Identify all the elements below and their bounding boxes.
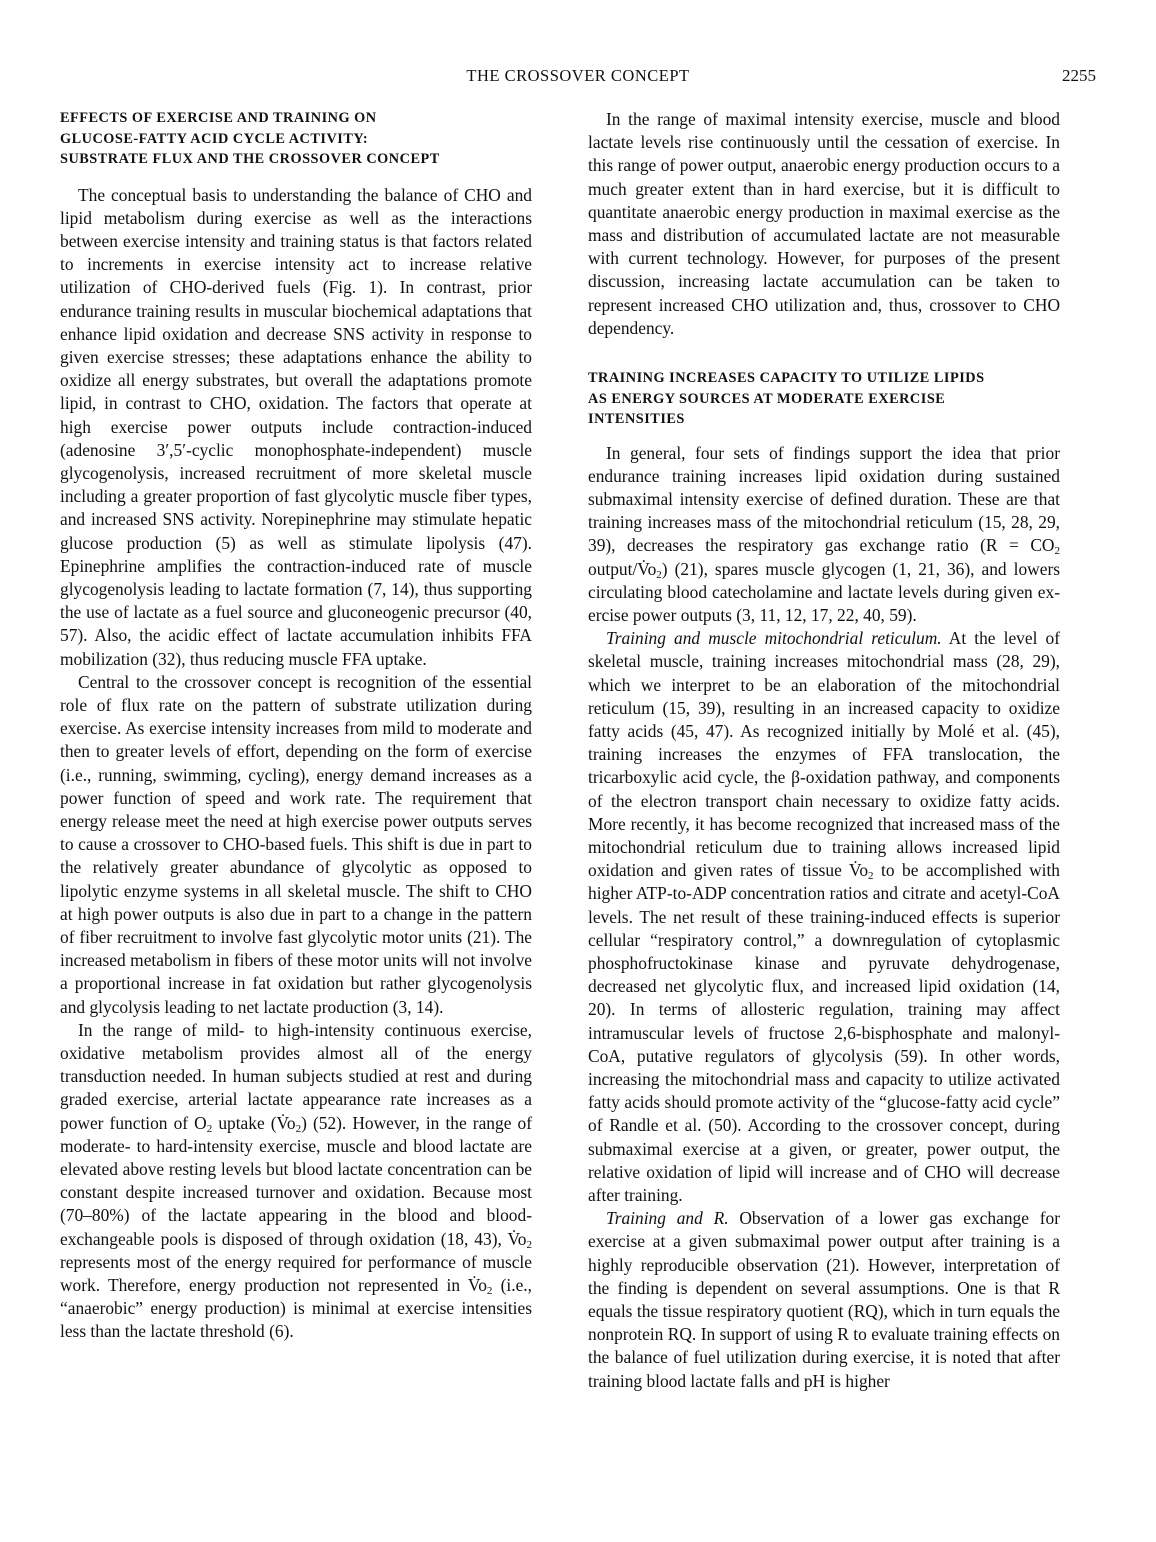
left-column bbox=[60, 108, 532, 1344]
subscript: 2 bbox=[868, 870, 874, 883]
right-column bbox=[588, 108, 1060, 1393]
paragraph-four-findings bbox=[588, 442, 1060, 628]
text-run: (i.e., “anaerobic” energy production) is minimal at exercise intensities less than the lactate threshold (6). bbox=[60, 1275, 532, 1342]
page-number: 2255 bbox=[1062, 66, 1096, 85]
paragraph-crossover-flux: Central to the crossover concept is recognition of the essential role of flux rate on the pattern of substrate utilization during exercise. As exercise intensity increases from mild to moderate and then to greater levels of effort, depending on the form of exercise (i.e., running, swimming, cycling), energy demand increases as a power function of speed and work rate. The requirement that energy release meet the need at high exercise power outputs serves to cause a crossover to CHO-based fuels. This shift is due in part to the relatively greater abundance of glycolytic as opposed to lipolytic enzyme systems in all skeletal muscle. The shift to CHO at high power outputs is also due in part to a change in the pattern of fiber recruitment to involve fast glycolytic motor units (21). The increased metabolism in fibers of these motor units will not involve a proportional increase in fat oxidation but rather glycogenolysis and glycolysis leading to net lactate production (3, 14). bbox=[60, 671, 532, 1017]
paragraph-maximal-intensity: In the range of maximal intensity exercise, muscle and blood lactate levels rise continuously until the cessation of exercise. In this range of power output, anaerobic energy production occurs to a much greater extent than in hard exercise, but it is difficult to quantitate anaerobic energy production in maximal exercise as the mass and distribution of accumulated lactate are not measurable with current technology. However, for purposes of the present discussion, increasing lactate accumulation can be taken to represent increased CHO utilization and, thus, crossover to CHO dependency. bbox=[588, 109, 1060, 338]
text-run: to be accomplished with higher ATP-to-ADP concentration ratios and citrate and acetyl-CoA levels. The net result of these training-induced effects is superior cellular “respiratory control,” a downregulation of cytoplasmic phosphofructokinase kinase and pyruvate dehydrogenase, decreased net glycolytic flux, and increased lipid oxidation (14, 20). In terms of allosteric regulation, training may affect intramuscular levels of fructose 2,6-bisphosphate and malonyl-CoA, putative regulators of glycolysis (59). In other words, increasing the mitochondrial mass and capacity to utilize activated fatty acids should promote activity of the “glucose-fatty acid cycle” of Randle et al. (50). According to the crossover concept, during submaximal exercise at a given, or greater, power output, the relative oxidation of lipid will increase and of CHO will decrease after training. bbox=[588, 860, 1060, 1206]
text-run: ) (52). However, in the range of moderate- to hard-intensity exercise, muscle and blood lactate are elevated above resting levels but blood lactate concentration can be constant despite increased turnover and oxidation. Because most (70–80%) of the lactate appearing in the blood and blood-exchangeable pools is disposed of through oxidation (18, 43), V̇o bbox=[60, 1112, 532, 1249]
text-run: output/V̇o bbox=[588, 558, 657, 579]
text-run: Observation of a lower gas exchange for exercise at a given submaximal power output after training is a highly reproducible observation (21). However, interpretation of the finding is dependent on several assumptions. One is that R equals the tissue respiratory quotient (RQ), which in turn equals the nonprotein RQ. In support of using R to evaluate training effects on the balance of fuel utilization during exercise, it is noted that after training blood lactate falls and pH is higher bbox=[588, 1208, 1060, 1391]
text-run: At the level of skeletal muscle, training increases mitochondrial mass (28, 29), which we interpret to be an elaboration of the mitochondrial reticulum (15, 39), resulting in an increased capacity to oxidize fatty acids (45, 47). As recognized initially by Molé et al. (45), training increases the enzymes of FFA translocation, the tricarboxylic acid cycle, the β-oxidation pathway, and components of the electron transport chain necessary to oxidize fatty acids. More recently, it has become recognized that increased mass of the mitochondrial reticulum due to training allows increased lipid oxidation and given rates of tissue V̇o bbox=[588, 628, 1060, 881]
subscript: 2 bbox=[1054, 545, 1060, 558]
run-in-heading: Training and R. bbox=[606, 1208, 729, 1229]
paragraph-oxidative-metabolism bbox=[60, 1019, 532, 1344]
section-heading-effects: EFFECTS OF EXERCISE AND TRAINING ON GLUCOSE-FATTY ACID CYCLE ACTIVITY: SUBSTRATE FLUX AND THE CROSSOVER CONCEPT bbox=[60, 110, 440, 167]
subscript: 2 bbox=[526, 1238, 532, 1251]
subscript: 2 bbox=[486, 1285, 493, 1298]
subscript: 2 bbox=[206, 1122, 213, 1135]
section-heading-training: TRAINING INCREASES CAPACITY TO UTILIZE LIPIDS AS ENERGY SOURCES AT MODERATE EXERCISE INTENSITIES bbox=[588, 370, 985, 428]
text-run: represents most of the energy required for performance of muscle work. Therefore, energy production not represented in V̇o bbox=[60, 1251, 532, 1296]
text-run: In general, four sets of findings support the idea that prior endurance training increases lipid oxidation during sustained submaximal intensity exercise of defined duration. These are that training increases mass of the mitochondrial reticulum (15, 28, 29, 39), decreases the respiratory gas exchange ratio (R = CO bbox=[588, 442, 1060, 556]
paragraph-training-and-r bbox=[588, 1207, 1060, 1393]
subscript: 2 bbox=[295, 1122, 302, 1135]
running-head: THE CROSSOVER CONCEPT bbox=[466, 66, 690, 85]
paragraph-conceptual-basis: The conceptual basis to understanding the balance of CHO and lipid metabolism during exercise as well as the interactions between exercise intensity and training status is that factors related to increments in exercise intensity act to increase relative utilization of CHO-derived fuels (Fig. 1). In contrast, prior endurance training results in muscular biochemical adaptations that enhance lipid oxidation and decrease SNS activity in response to given exercise stresses; these adaptations enhance the ability to oxidize all energy substrates, but overall the adaptations promote lipid, in contrast to CHO, oxidation. The factors that operate at high exercise power outputs include contraction-induced (adenosine 3′,5′-cyclic monophosphate-independent) muscle glycogenolysis, increased recruitment of more skeletal muscle including a greater proportion of fast glycolytic muscle fiber types, and increased SNS activity. Norepinephrine may stimulate hepatic glucose production (5) as well as stimulate lipolysis (47). Epinephrine amplifies the contraction-induced rate of muscle glycogenolysis leading to lactate formation (7, 14), thus supporting the use of lactate as a fuel source and gluconeogenic precursor (40, 57). Also, the acidic effect of lactate accumulation inhibits FFA mobilization (32), thus reducing muscle FFA uptake. bbox=[60, 184, 532, 669]
subscript: 2 bbox=[656, 568, 662, 581]
text-run: In the range of mild- to high-intensity continuous exercise, oxidative metabolism provides almost all of the energy transduction needed. In human subjects studied at rest and during graded exercise, arterial lactate appearance rate increases as a power function of O bbox=[60, 1019, 532, 1133]
paragraph-mitochondrial-reticulum bbox=[588, 627, 1060, 1207]
run-in-heading: Training and muscle mitochondrial reticulum. bbox=[606, 628, 942, 649]
text-run: ) (21), spares muscle glycogen (1, 21, 36), and lowers circulating blood catecholamine and lactate levels during given exercise power outputs (3, 11, 12, 17, 22, 40, 59). bbox=[588, 558, 1060, 625]
page-header bbox=[60, 66, 1096, 90]
text-run: uptake (V̇o bbox=[212, 1112, 296, 1133]
